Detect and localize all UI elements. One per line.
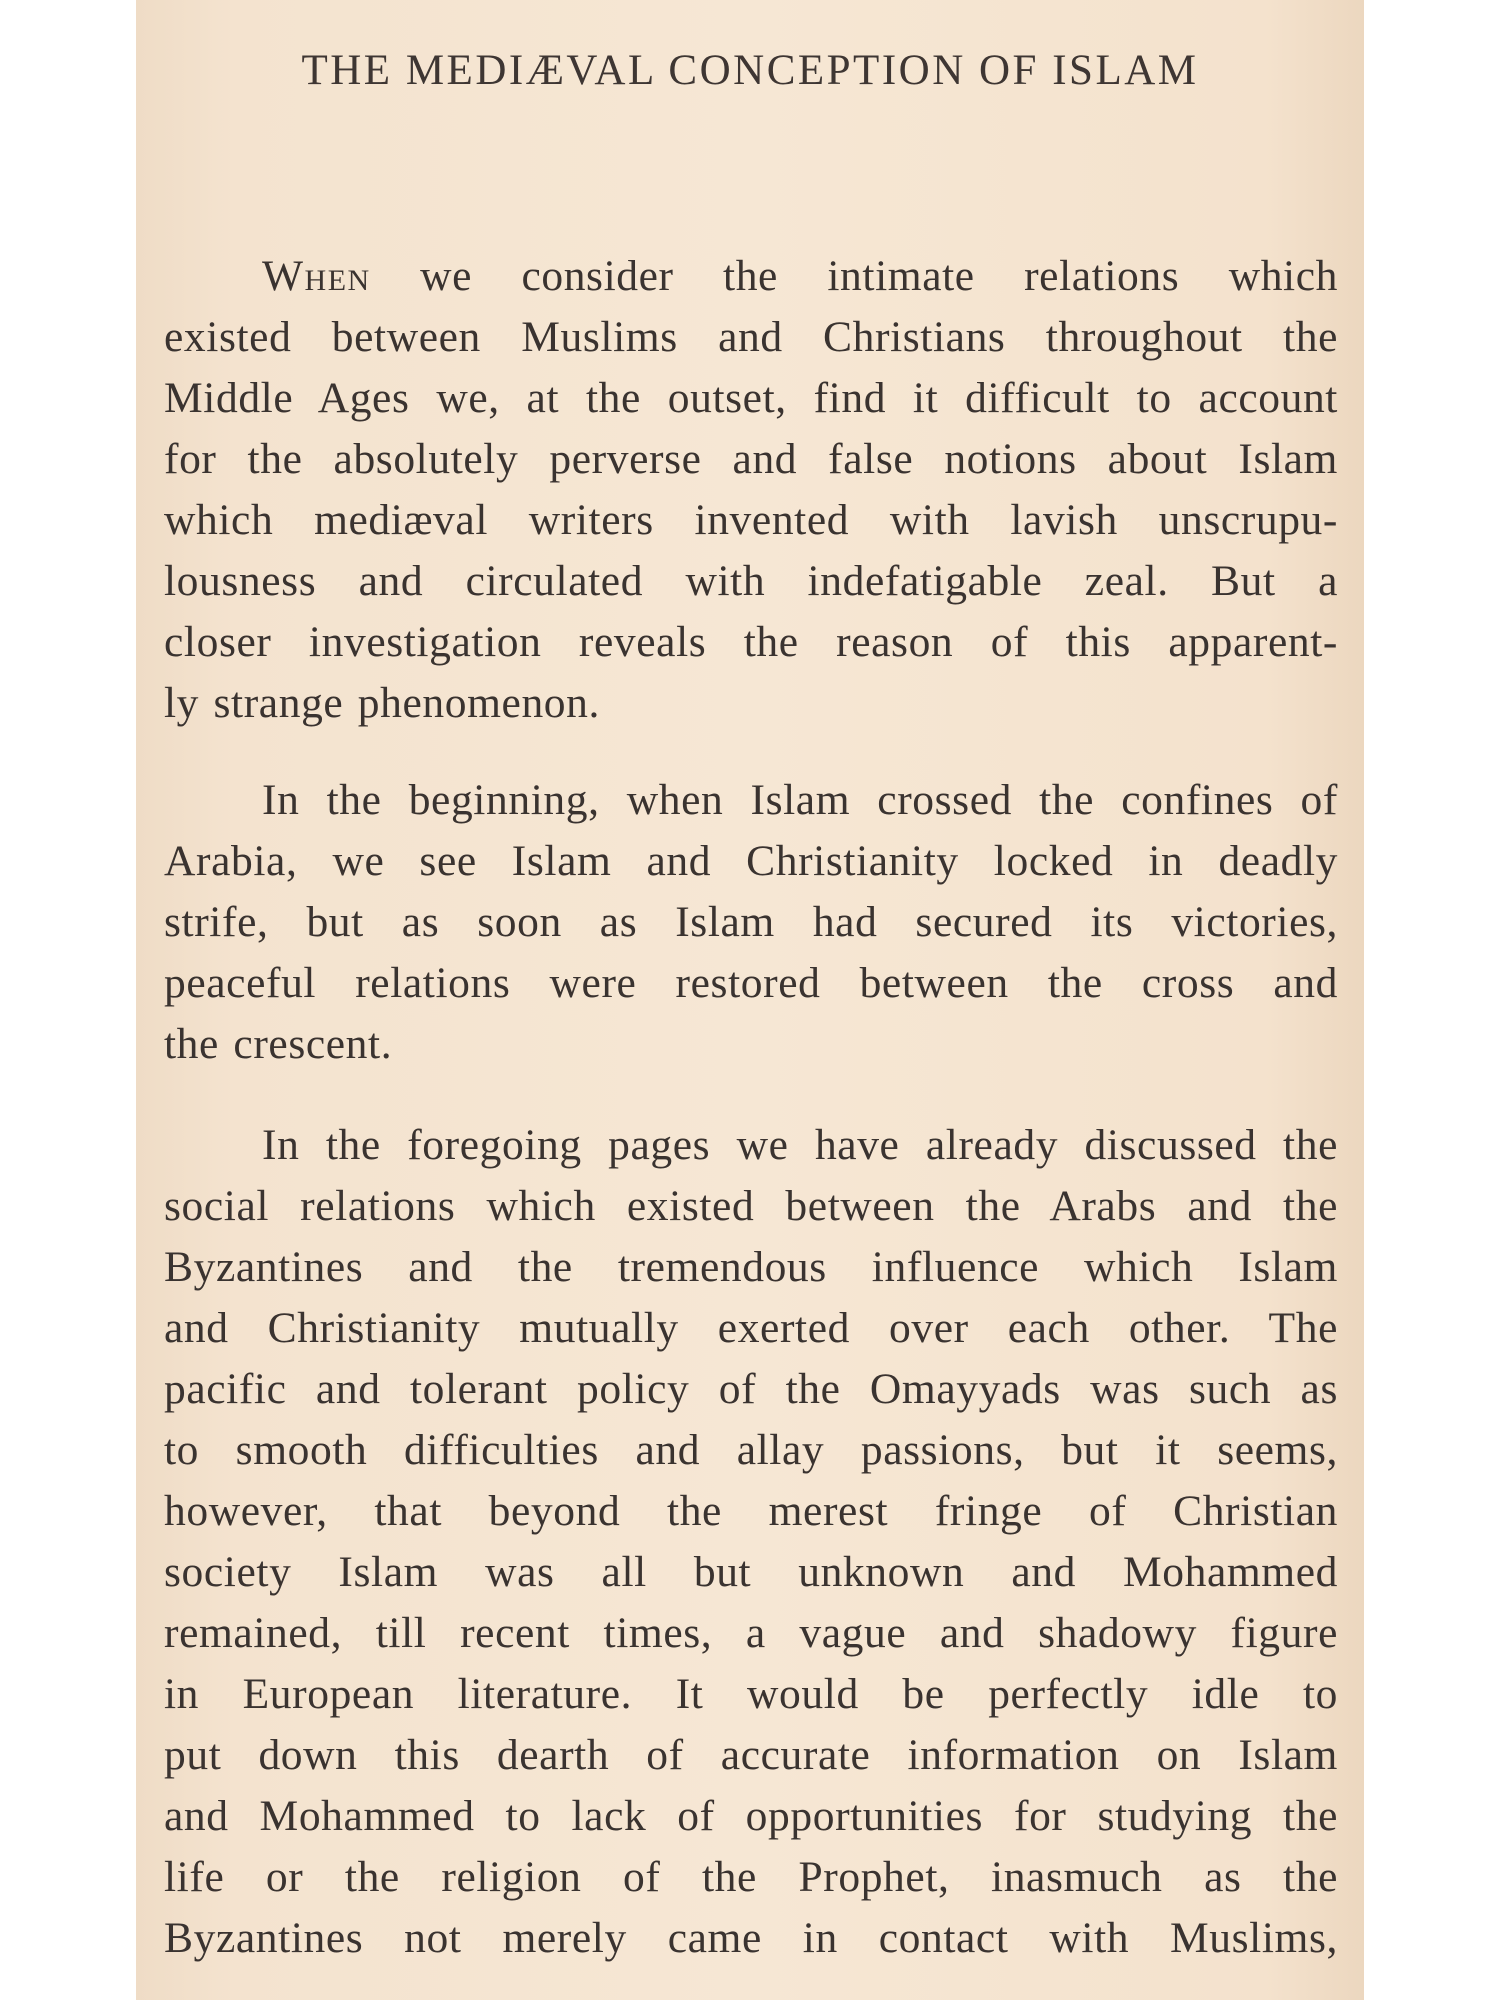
text-line: Middle Ages we, at the outset, find it difficult to account (164, 374, 1338, 422)
text-line: pacific and tolerant policy of the Omayyads was such as (164, 1365, 1338, 1413)
paragraph-3 (164, 1115, 1338, 1969)
text-line: life or the religion of the Prophet, inasmuch as the (164, 1853, 1338, 1901)
text-line: closer investigation reveals the reason of this apparent- (164, 618, 1338, 666)
text-line: remained, till recent times, a vague and shadowy figure (164, 1609, 1338, 1657)
body-text (164, 246, 1338, 1969)
text-line: Byzantines and the tremendous influence which Islam (164, 1243, 1338, 1291)
text-line: put down this dearth of accurate information on Islam (164, 1731, 1338, 1779)
text-line: to smooth difficulties and allay passions, but it seems, (164, 1426, 1338, 1474)
text-line: peaceful relations were restored between the cross and (164, 959, 1338, 1007)
text-line: social relations which existed between the Arabs and the (164, 1182, 1338, 1230)
text-line: In the foregoing pages we have already discussed the (262, 1121, 1338, 1169)
text-line: which mediæval writers invented with lavish unscrupu- (164, 496, 1338, 544)
drop-word: When (262, 252, 371, 300)
paragraph-2 (164, 770, 1338, 1075)
text-line: When we consider the intimate relations which (262, 252, 1338, 300)
text-line: ly strange phenomenon. (164, 679, 600, 727)
text-line: Arabia, we see Islam and Christianity locked in deadly (164, 837, 1338, 885)
text-line: In the beginning, when Islam crossed the confines of (262, 776, 1338, 824)
text-line: lousness and circulated with indefatigable zeal. But a (164, 557, 1338, 605)
text-line: in European literature. It would be perfectly idle to (164, 1670, 1338, 1718)
text-line: for the absolutely perverse and false notions about Islam (164, 435, 1338, 483)
book-page (136, 0, 1364, 2000)
text-line: society Islam was all but unknown and Mohammed (164, 1548, 1338, 1596)
paragraph-1 (164, 246, 1338, 734)
text-line: existed between Muslims and Christians throughout the (164, 313, 1338, 361)
text-line: and Mohammed to lack of opportunities for studying the (164, 1792, 1338, 1840)
text-line: Byzantines not merely came in contact with Muslims, (164, 1914, 1338, 1962)
text-line: however, that beyond the merest fringe of Christian (164, 1487, 1338, 1535)
running-header: THE MEDIÆVAL CONCEPTION OF ISLAM (301, 47, 1199, 94)
text-line: and Christianity mutually exerted over each other. The (164, 1304, 1338, 1352)
text-line: strife, but as soon as Islam had secured its victories, (164, 898, 1338, 946)
text-line: the crescent. (164, 1020, 393, 1068)
